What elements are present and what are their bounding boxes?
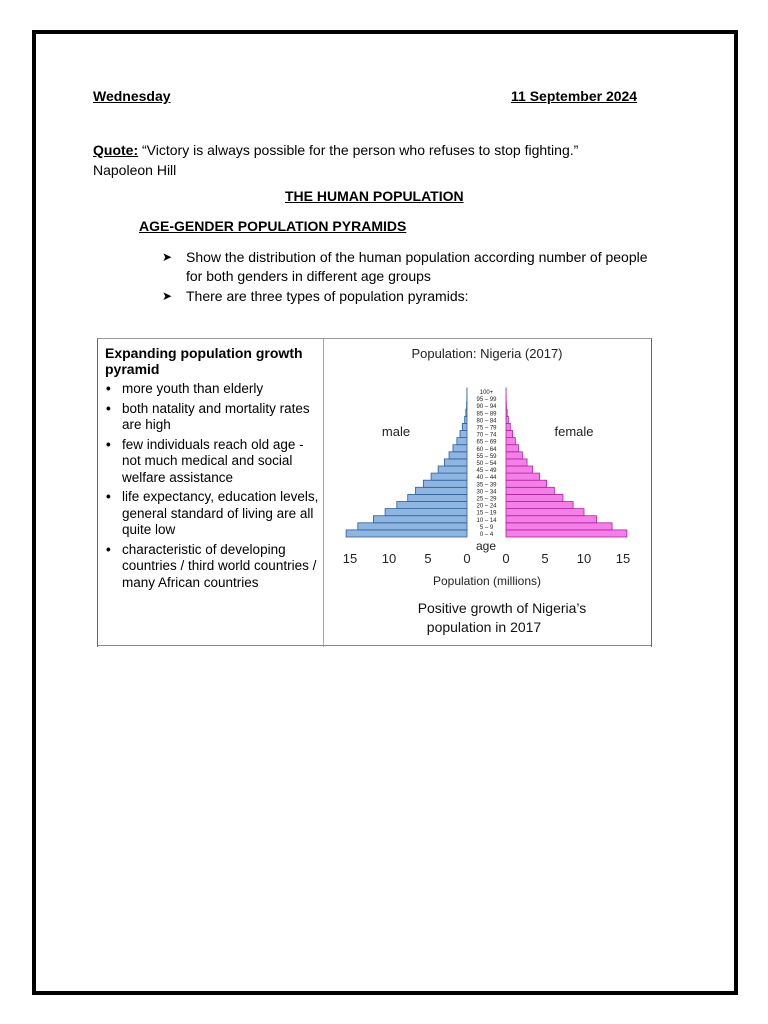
- list-item: • more youth than elderly: [104, 381, 319, 398]
- list-item: • both natality and mortality rates are high: [104, 401, 319, 434]
- figure-heading: Expanding population growth pyramid: [105, 345, 303, 377]
- age-axis-label: age: [475, 539, 497, 553]
- female-bar: [506, 509, 584, 516]
- age-group-label: 15 – 19: [476, 510, 497, 517]
- male-bar: [466, 409, 467, 416]
- male-bar: [460, 431, 467, 438]
- female-bar: [506, 466, 533, 473]
- age-group-label: 50 – 54: [476, 461, 497, 467]
- quote-author: Napoleon Hill: [93, 162, 177, 178]
- x-tick-label: 10: [576, 551, 592, 566]
- subsection-title: AGE-GENDER POPULATION PYRAMIDS: [139, 218, 407, 234]
- age-group-label: 25 – 29: [476, 496, 497, 503]
- x-tick-label: 0: [502, 551, 510, 566]
- female-bar: [506, 494, 563, 501]
- age-group-label: 20 – 24: [476, 503, 497, 510]
- female-bar: [506, 530, 627, 537]
- age-group-label: 90 – 94: [476, 404, 497, 411]
- feature-list: [104, 381, 319, 594]
- female-bar: [506, 416, 508, 423]
- female-bar: [506, 502, 573, 509]
- male-bar: [453, 445, 467, 452]
- age-group-label: 55 – 59: [476, 453, 497, 460]
- male-bar: [346, 530, 467, 537]
- female-bar: [506, 459, 527, 466]
- x-tick-label: 15: [342, 551, 358, 566]
- pyramid-figure: [97, 338, 652, 647]
- age-group-label: 0 – 4: [479, 532, 494, 538]
- list-item: ➤ There are three types of population pyramids:: [162, 288, 469, 304]
- age-group-label: 75 – 79: [476, 425, 497, 432]
- female-bar: [506, 431, 513, 438]
- population-pyramid-chart: [324, 339, 650, 645]
- age-group-label: 80 – 84: [476, 418, 497, 425]
- age-group-label: 95 – 99: [476, 397, 497, 404]
- quote-block: [93, 140, 673, 180]
- male-bar: [397, 502, 467, 509]
- age-group-label: 40 – 44: [476, 475, 497, 482]
- quote-text: “Victory is always possible for the person who refuses to stop fighting.”: [138, 142, 579, 158]
- female-bar: [506, 452, 522, 459]
- male-bar: [423, 480, 467, 487]
- female-label: female: [554, 424, 594, 439]
- male-bar: [431, 473, 467, 480]
- age-group-label: 30 – 34: [476, 489, 497, 496]
- female-bar: [506, 423, 510, 430]
- x-tick-label: 15: [615, 551, 631, 566]
- bullet-list: [160, 248, 660, 307]
- male-bar: [438, 466, 467, 473]
- figure-bottom-rule: [98, 645, 651, 646]
- list-item: • life expectancy, education levels, general standard of living are all quite low: [104, 489, 319, 539]
- day-heading: Wednesday: [93, 88, 171, 104]
- age-group-label: 70 – 74: [476, 432, 497, 439]
- date-heading: 11 September 2024: [511, 88, 638, 104]
- x-tick-label: 10: [381, 551, 397, 566]
- x-ticks-group: [343, 551, 630, 566]
- x-tick-label: 0: [463, 551, 471, 566]
- male-bar: [358, 523, 467, 530]
- male-label: male: [381, 424, 411, 439]
- female-bar: [506, 523, 612, 530]
- male-bar: [465, 416, 467, 423]
- male-bar: [408, 494, 467, 501]
- age-group-label: 45 – 49: [476, 468, 497, 475]
- age-group-label: 100+: [479, 390, 494, 396]
- chart-title: Population: Nigeria (2017): [411, 346, 563, 361]
- list-item: • few individuals reach old age - not much medical and social welfare assistance: [104, 437, 319, 487]
- age-group-label: 5 – 9: [479, 524, 494, 531]
- female-bar: [506, 473, 540, 480]
- age-group-label: 85 – 89: [476, 411, 497, 418]
- female-bar: [506, 445, 518, 452]
- male-bar: [462, 423, 467, 430]
- age-group-label: 35 – 39: [476, 482, 497, 489]
- arrow-bullet-icon: ➤: [162, 250, 173, 264]
- female-bar: [506, 480, 547, 487]
- age-group-label: 10 – 14: [476, 517, 497, 524]
- female-bar: [506, 487, 554, 494]
- list-item: • characteristic of developing countries / third world countries / many African countries: [104, 542, 319, 592]
- x-tick-label: 5: [541, 551, 549, 566]
- female-bar: [506, 409, 507, 416]
- x-axis-label: Population (millions): [432, 574, 542, 588]
- x-tick-label: 5: [424, 551, 432, 566]
- age-group-label: 60 – 64: [476, 446, 497, 453]
- list-item: ➤ Show the distribution of the human population according number of people for both genders in different age groups: [162, 249, 648, 284]
- caption-line-1: Positive growth of Nigeria’s: [417, 600, 587, 616]
- male-bar: [373, 516, 467, 523]
- male-bar: [385, 509, 467, 516]
- age-group-label: 65 – 69: [476, 439, 497, 446]
- caption-line-2: population in 2017: [426, 619, 542, 635]
- female-bar: [506, 438, 515, 445]
- age-labels-group: [476, 390, 497, 538]
- male-bar: [416, 487, 467, 494]
- female-bar: [506, 516, 596, 523]
- arrow-bullet-icon: ➤: [162, 289, 173, 303]
- male-bar: [449, 452, 467, 459]
- quote-label: Quote:: [93, 142, 139, 158]
- male-bar: [444, 459, 467, 466]
- male-bar: [457, 438, 467, 445]
- section-title: THE HUMAN POPULATION: [285, 188, 464, 204]
